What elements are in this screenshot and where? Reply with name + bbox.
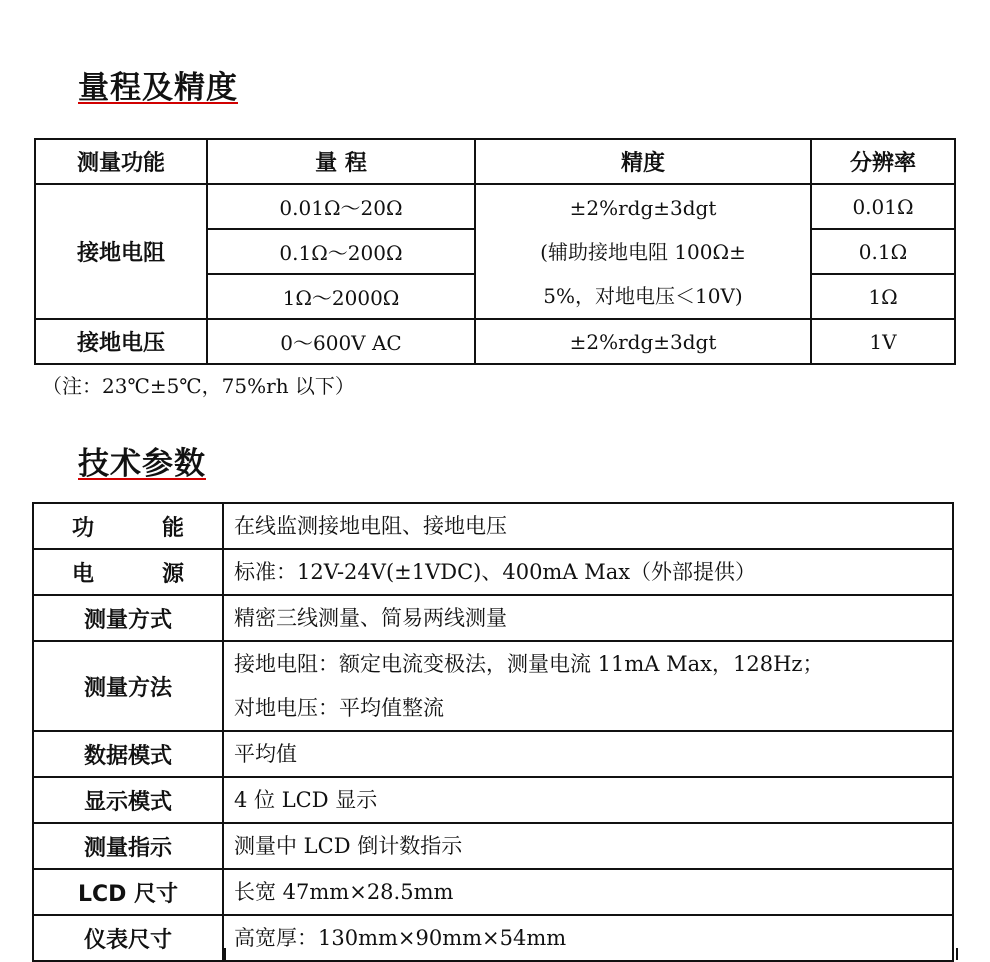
range-cell: 0.1Ω～200Ω xyxy=(207,229,475,274)
spec-label: 仪表尺寸 xyxy=(33,915,223,961)
header-function: 测量功能 xyxy=(35,139,207,184)
accuracy-ground-resistance xyxy=(475,184,811,319)
spec-row xyxy=(33,641,953,731)
function-ground-voltage: 接地电压 xyxy=(35,319,207,364)
header-range: 量 程 xyxy=(207,139,475,184)
spec-value: 长宽 47mm×28.5mm xyxy=(223,869,953,915)
resolution-cell: 1V xyxy=(811,319,955,364)
spec-label: 测量方法 xyxy=(33,641,223,731)
spec-label-power xyxy=(33,549,223,595)
spec-label: 测量指示 xyxy=(33,823,223,869)
table-row xyxy=(35,184,955,229)
spec-value: 4 位 LCD 显示 xyxy=(223,777,953,823)
table-continuation xyxy=(32,948,958,960)
label-char: 源 xyxy=(161,561,184,587)
spec-row xyxy=(33,869,953,915)
range-cell: 0.01Ω～20Ω xyxy=(207,184,475,229)
accuracy-line: 5%，对地电压＜10V) xyxy=(543,283,743,308)
spec-value: 标准：12V-24V(±1VDC)、400mA Max（外部提供） xyxy=(223,549,953,595)
tech-specs-table xyxy=(32,502,954,962)
label-char: 功 xyxy=(72,515,95,541)
column-divider xyxy=(224,948,226,960)
range-cell: 1Ω～2000Ω xyxy=(207,274,475,319)
header-resolution: 分辨率 xyxy=(811,139,955,184)
label-char: 能 xyxy=(161,515,184,541)
function-ground-resistance: 接地电阻 xyxy=(35,184,207,319)
spec-row xyxy=(33,731,953,777)
table-header-row xyxy=(35,139,955,184)
spec-value: 测量中 LCD 倒计数指示 xyxy=(223,823,953,869)
resolution-cell: 0.01Ω xyxy=(811,184,955,229)
spec-row xyxy=(33,549,953,595)
accuracy-line: (辅助接地电阻 100Ω± xyxy=(540,239,746,264)
range-accuracy-table xyxy=(34,138,956,365)
range-accuracy-title: 量程及精度 xyxy=(78,70,238,106)
spec-label-function xyxy=(33,503,223,549)
resolution-cell: 0.1Ω xyxy=(811,229,955,274)
table-row xyxy=(35,319,955,364)
spec-label: 测量方式 xyxy=(33,595,223,641)
spec-label: LCD 尺寸 xyxy=(33,869,223,915)
spec-label: 数据模式 xyxy=(33,731,223,777)
value-line: 接地电阻：额定电流变极法，测量电流 11mA Max，128Hz； xyxy=(234,652,824,676)
spec-value: 平均值 xyxy=(223,731,953,777)
spec-value: 在线监测接地电阻、接地电压 xyxy=(223,503,953,549)
header-accuracy: 精度 xyxy=(475,139,811,184)
tech-specs-title: 技术参数 xyxy=(78,446,206,482)
range-cell: 0～600V AC xyxy=(207,319,475,364)
spec-row xyxy=(33,777,953,823)
accuracy-cell: ±2%rdg±3dgt xyxy=(475,319,811,364)
spec-row xyxy=(33,503,953,549)
spec-label: 显示模式 xyxy=(33,777,223,823)
spec-value: 高宽厚：130mm×90mm×54mm xyxy=(223,915,953,961)
resolution-cell: 1Ω xyxy=(811,274,955,319)
value-line: 对地电压：平均值整流 xyxy=(234,696,444,720)
accuracy-line: ±2%rdg±3dgt xyxy=(569,195,717,220)
spec-row xyxy=(33,823,953,869)
spec-value-multiline xyxy=(223,641,953,731)
conditions-note: （注：23℃±5℃，75%rh 以下） xyxy=(42,374,355,398)
label-char: 电 xyxy=(72,561,95,587)
spec-row xyxy=(33,595,953,641)
spec-value: 精密三线测量、简易两线测量 xyxy=(223,595,953,641)
